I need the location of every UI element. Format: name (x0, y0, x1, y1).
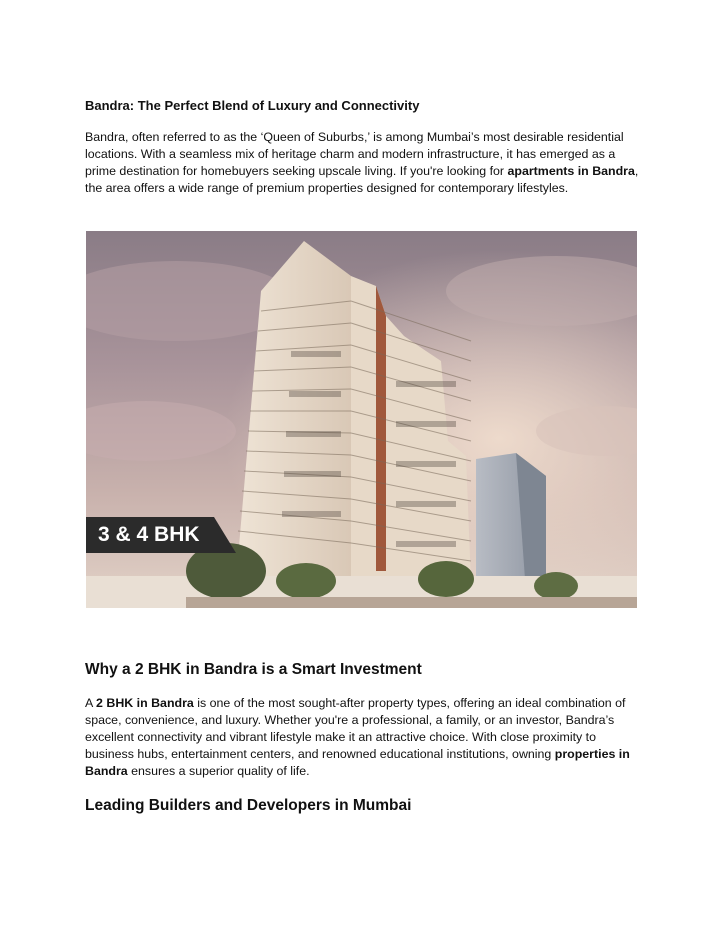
section-heading-builders: Leading Builders and Developers in Mumbai (85, 797, 412, 814)
bold-phrase-2bhk: 2 BHK in Bandra (96, 696, 194, 710)
section-heading-2bhk: Why a 2 BHK in Bandra is a Smart Investment (85, 661, 422, 678)
building-photo (86, 231, 637, 608)
bold-phrase-apartments: apartments in Bandra (507, 164, 635, 178)
bold-phrase-properties: properties in Bandra (85, 747, 630, 778)
paragraph-2bhk (85, 695, 645, 780)
paragraph-text: Bandra, often referred to as the ‘Queen of Suburbs,’ is among Mumbai’s most desirable residential locations. With a seamless mix of heritage charm and modern infrastructure, it has emerged as a prime destination for homebuyers seeking upscale living. If you're looking for (85, 130, 624, 178)
bhk-badge-label: 3 & 4 BHK (98, 523, 200, 546)
paragraph-bandra-intro (85, 129, 645, 197)
section-heading-bandra: Bandra: The Perfect Blend of Luxury and Connectivity (85, 98, 420, 113)
paragraph-text: , the area offers a wide range of premium properties designed for contemporary lifestyles. (85, 164, 639, 195)
paragraph-text: ensures a superior quality of life. (127, 764, 310, 778)
paragraph-text: A (85, 696, 97, 710)
paragraph-text: is one of the most sought-after property types, offering an ideal combination of space, convenience, and luxury. Whether you're a professional, a family, or an investor, Bandra’s excellent connectivity and vibrant lifestyle make it an attractive choice. With close proximity to business hubs, entertainment centers, and renowned educational institutions, owning (85, 696, 626, 761)
